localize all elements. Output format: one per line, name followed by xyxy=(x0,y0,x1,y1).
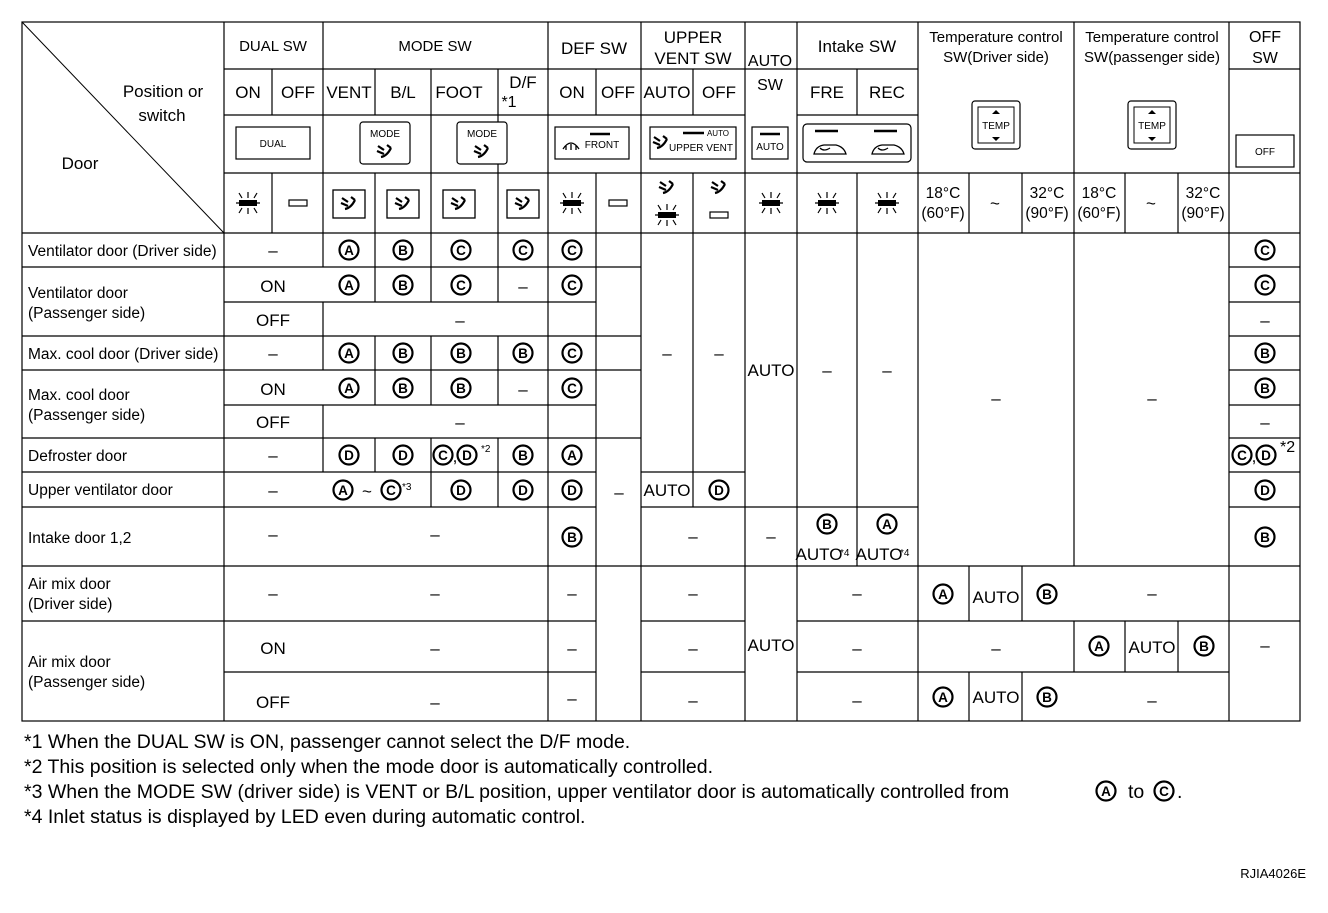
svg-text:B: B xyxy=(518,346,528,361)
row-airmix-driver-1: Air mix door xyxy=(28,576,111,593)
table-cells xyxy=(256,241,1295,713)
cell-circle-c xyxy=(514,241,533,260)
cell-value: – xyxy=(567,584,577,603)
row-maxcool-pass-1: Max. cool door xyxy=(28,387,130,404)
cell-value: – xyxy=(1147,584,1157,603)
upper-vent-label: UPPER VENT xyxy=(669,143,733,154)
svg-text:C: C xyxy=(1260,278,1270,293)
cell-value: – xyxy=(688,691,698,710)
temp-pass-label: TEMP xyxy=(1138,121,1166,132)
footnote-3-to: to xyxy=(1128,781,1145,803)
cell-circle-d xyxy=(1256,481,1275,500)
svg-text:C: C xyxy=(1260,243,1270,258)
cell-circle-b xyxy=(1038,688,1057,707)
svg-text:D: D xyxy=(714,483,724,498)
cell-circle-d xyxy=(394,446,413,465)
cell-value: AUTO xyxy=(643,481,691,500)
svg-text:B: B xyxy=(1260,346,1270,361)
svg-text:C: C xyxy=(1237,448,1247,463)
header-temp-driver-1: Temperature control xyxy=(929,29,1063,46)
cell-rec-auto: AUTO xyxy=(855,545,903,564)
footnote-2: *2 This position is selected only when the mode door is automatically controlled. xyxy=(24,756,714,778)
cell-circle-a xyxy=(340,379,359,398)
svg-text:A: A xyxy=(344,278,354,293)
cell-value: – xyxy=(991,639,1001,658)
cell-value: AUTO xyxy=(747,636,795,655)
header-auto-sw-2: SW xyxy=(757,77,783,94)
pos-uv-auto: AUTO xyxy=(643,83,691,102)
svg-text:D: D xyxy=(567,483,577,498)
cell-value: – xyxy=(268,525,278,544)
temp-pass-high-c: 32°C xyxy=(1185,185,1221,202)
front-def-label: FRONT xyxy=(584,140,620,151)
svg-text:B: B xyxy=(456,346,466,361)
cell-circle-d xyxy=(710,481,729,500)
cell-circle-d xyxy=(340,446,359,465)
cell-value: – xyxy=(430,584,440,603)
cell-circle-b xyxy=(394,379,413,398)
footnotes xyxy=(24,731,1306,881)
svg-text:A: A xyxy=(1101,784,1111,799)
footnote-3: *3 When the MODE SW (driver side) is VENT or B/L position, upper ventilator door is automatically controlled from xyxy=(24,781,1010,803)
cell-circle-b xyxy=(394,276,413,295)
row-maxcool-pass-2: (Passenger side) xyxy=(28,407,146,424)
cell-circle-c xyxy=(452,241,471,260)
cell-value: – xyxy=(430,639,440,658)
cell-value: OFF xyxy=(256,693,290,712)
row-labels xyxy=(28,243,218,691)
cell-value: AUTO xyxy=(1128,638,1176,657)
cell-value: – xyxy=(614,483,624,502)
svg-text:B: B xyxy=(456,381,466,396)
cell-circle-b xyxy=(1195,637,1214,656)
vent-mode-icon-frame xyxy=(333,190,365,218)
cell-circle-a xyxy=(1090,637,1109,656)
uv-auto-small-label: AUTO xyxy=(706,129,730,138)
cell-value: – xyxy=(268,481,278,500)
pos-fre: FRE xyxy=(810,83,844,102)
temp-pass-high-f: (90°F) xyxy=(1181,205,1225,222)
cell-value: – xyxy=(455,311,465,330)
cell-value: – xyxy=(268,241,278,260)
svg-text:B: B xyxy=(398,381,408,396)
svg-text:C: C xyxy=(567,278,577,293)
temp-pass-low-c: 18°C xyxy=(1081,185,1117,202)
pos-uv-off: OFF xyxy=(702,83,736,102)
cell-value: – xyxy=(1260,311,1270,330)
svg-text:A: A xyxy=(338,483,348,498)
cell-value: – xyxy=(822,361,832,380)
cell-value: – xyxy=(268,584,278,603)
temp-driver-low-c: 18°C xyxy=(925,185,961,202)
header-off-sw-2: SW xyxy=(1252,50,1278,67)
svg-text:C: C xyxy=(518,243,528,258)
rec-led-icon xyxy=(875,192,899,214)
df-mode-icon-frame xyxy=(507,190,539,218)
cell-circle-c xyxy=(382,481,401,500)
fre-led-icon xyxy=(815,192,839,214)
auto-button-label: AUTO xyxy=(756,142,784,153)
svg-text:D: D xyxy=(1260,483,1270,498)
svg-text:C: C xyxy=(438,448,448,463)
temp-pass-low-f: (60°F) xyxy=(1077,205,1121,222)
cell-note-2: *2 xyxy=(481,444,491,455)
footnote-1: *1 When the DUAL SW is ON, passenger cannot select the D/F mode. xyxy=(24,731,631,753)
row-vent-pass-1: Ventilator door xyxy=(28,285,128,302)
temp-driver-high-c: 32°C xyxy=(1029,185,1065,202)
svg-text:A: A xyxy=(344,243,354,258)
svg-text:B: B xyxy=(398,278,408,293)
cell-circle-b xyxy=(1256,528,1275,547)
header-temp-pass-2: SW(passenger side) xyxy=(1084,49,1220,66)
dual-button-label: DUAL xyxy=(259,139,287,150)
svg-text:A: A xyxy=(882,517,892,532)
mode-button-driver-label: MODE xyxy=(370,129,400,140)
pos-vent: VENT xyxy=(326,83,372,102)
header-off-sw-1: OFF xyxy=(1249,29,1281,46)
uv-off-led-icon xyxy=(710,212,728,218)
auto-led-icon xyxy=(759,192,783,214)
svg-text:C: C xyxy=(1159,784,1169,799)
cell-value: – xyxy=(882,361,892,380)
cell-value: ON xyxy=(260,639,286,658)
cell-value: AUTO xyxy=(972,688,1020,707)
cell-circle-c xyxy=(1256,241,1275,260)
cell-value: – xyxy=(688,584,698,603)
cell-circle-b xyxy=(452,344,471,363)
cell-circle-c xyxy=(452,276,471,295)
cell-circle-d xyxy=(514,481,533,500)
svg-text:B: B xyxy=(398,346,408,361)
row-vent-driver: Ventilator door (Driver side) xyxy=(28,243,217,260)
cell-value: – xyxy=(852,691,862,710)
off-button-label: OFF xyxy=(1255,147,1275,158)
cell-circle-b xyxy=(1256,344,1275,363)
cell-circle-d xyxy=(563,481,582,500)
header-upper-vent-1: UPPER xyxy=(663,28,723,47)
header-upper-vent-2: VENT SW xyxy=(654,49,732,68)
cell-circle-c xyxy=(1256,276,1275,295)
indicator-row xyxy=(236,181,1225,226)
svg-text:D: D xyxy=(398,448,408,463)
svg-text:A: A xyxy=(344,346,354,361)
cell-value: – xyxy=(991,389,1001,408)
cell-circle-c xyxy=(563,241,582,260)
pos-dual-off: OFF xyxy=(281,83,315,102)
cell-value: – xyxy=(1147,691,1157,710)
pos-df: D/F xyxy=(509,73,537,92)
svg-text:C: C xyxy=(386,483,396,498)
uv-auto-led-icon xyxy=(655,204,679,226)
diag-door-label: Door xyxy=(61,154,99,173)
svg-text:A: A xyxy=(938,587,948,602)
footnote-4: *4 Inlet status is displayed by LED even during automatic control. xyxy=(24,806,586,828)
cell-value: – xyxy=(567,639,577,658)
cell-circle-b xyxy=(1038,585,1057,604)
cell-value: – xyxy=(662,344,672,363)
cell-value: – xyxy=(688,639,698,658)
diag-switch-label: switch xyxy=(138,106,186,125)
cell-circle-b xyxy=(514,446,533,465)
def-on-led-icon xyxy=(560,192,584,214)
cell-circle-a xyxy=(340,241,359,260)
cell-value: – xyxy=(766,527,776,546)
pos-def-on: ON xyxy=(559,83,585,102)
svg-text:A: A xyxy=(938,690,948,705)
foot-mode-icon-frame xyxy=(443,190,475,218)
pos-def-off: OFF xyxy=(601,83,635,102)
cell-fre-auto: AUTO xyxy=(795,545,843,564)
header-intake-sw: Intake SW xyxy=(817,37,897,56)
row-maxcool-driver: Max. cool door (Driver side) xyxy=(28,346,219,363)
cell-circle-b xyxy=(514,344,533,363)
cell-value: – xyxy=(688,527,698,546)
row-upper-vent: Upper ventilator door xyxy=(28,482,173,499)
mode-button-pass-label: MODE xyxy=(467,129,497,140)
cell-value: – xyxy=(455,413,465,432)
svg-text:D: D xyxy=(456,483,466,498)
pos-foot: FOOT xyxy=(435,83,483,102)
cell-circle-c xyxy=(563,379,582,398)
row-intake: Intake door 1,2 xyxy=(28,530,132,547)
svg-text:B: B xyxy=(1199,639,1209,654)
cell-circle-a xyxy=(878,515,897,534)
cell-circle-b xyxy=(452,379,471,398)
cell-value: – xyxy=(567,689,577,708)
temp-driver-tilde: ~ xyxy=(990,194,1000,213)
svg-text:B: B xyxy=(822,517,832,532)
cell-circle-a xyxy=(934,688,953,707)
pos-bl: B/L xyxy=(390,83,416,102)
cell-circle-c xyxy=(1233,446,1252,465)
header-dual-sw: DUAL SW xyxy=(239,38,307,55)
intake-button xyxy=(803,124,911,162)
cell-value: – xyxy=(1260,636,1270,655)
svg-text:D: D xyxy=(344,448,354,463)
cell-circle-a xyxy=(340,344,359,363)
bl-mode-icon-frame xyxy=(387,190,419,218)
svg-text:A: A xyxy=(567,448,577,463)
svg-text:D: D xyxy=(1261,448,1271,463)
cell-range-tilde: ~ xyxy=(362,482,372,501)
cell-comma: , xyxy=(452,447,458,466)
switch-buttons xyxy=(236,101,1294,167)
cell-rec-note-4: *4 xyxy=(900,548,910,559)
cell-value: – xyxy=(430,525,440,544)
figure-id: RJIA4026E xyxy=(1240,866,1306,881)
cell-circle-c xyxy=(563,344,582,363)
header-def-sw: DEF SW xyxy=(560,39,628,58)
footnote-3-circle-a xyxy=(1097,782,1116,801)
diag-position-label: Position or xyxy=(122,82,204,101)
svg-text:B: B xyxy=(1260,530,1270,545)
cell-value: OFF xyxy=(256,311,290,330)
row-airmix-driver-2: (Driver side) xyxy=(28,596,113,613)
temp-driver-high-f: (90°F) xyxy=(1025,205,1069,222)
svg-text:C: C xyxy=(567,243,577,258)
cell-circle-d xyxy=(1257,446,1276,465)
header-auto-sw-1: AUTO xyxy=(747,53,793,70)
cell-value: – xyxy=(518,380,528,399)
row-vent-pass-2: (Passenger side) xyxy=(28,305,146,322)
cell-value: AUTO xyxy=(972,588,1020,607)
header-mode-sw: MODE SW xyxy=(398,38,472,55)
cell-circle-c xyxy=(434,446,453,465)
svg-text:B: B xyxy=(567,530,577,545)
cell-circle-b xyxy=(394,241,413,260)
svg-text:A: A xyxy=(344,381,354,396)
temp-pass-tilde: ~ xyxy=(1146,194,1156,213)
cell-value: ON xyxy=(260,380,286,399)
dual-on-led-icon xyxy=(236,192,260,214)
footnote-3-period: . xyxy=(1177,781,1183,803)
cell-circle-b xyxy=(818,515,837,534)
pos-df-note: *1 xyxy=(501,94,517,111)
svg-text:D: D xyxy=(462,448,472,463)
cell-fre-note-4: *4 xyxy=(840,548,850,559)
cell-note-3: *3 xyxy=(402,482,412,493)
temp-driver-label: TEMP xyxy=(982,121,1010,132)
cell-circle-b xyxy=(394,344,413,363)
cell-circle-c xyxy=(563,276,582,295)
cell-comma-off: , xyxy=(1251,447,1257,466)
cell-value: OFF xyxy=(256,413,290,432)
def-off-led-icon xyxy=(609,200,627,206)
header-temp-pass-1: Temperature control xyxy=(1085,29,1219,46)
dual-off-led-icon xyxy=(289,200,307,206)
svg-text:A: A xyxy=(1094,639,1104,654)
svg-text:C: C xyxy=(456,278,466,293)
uv-off-vent-icon xyxy=(711,181,725,193)
cell-circle-b xyxy=(563,528,582,547)
svg-text:B: B xyxy=(1042,587,1052,602)
temp-driver-low-f: (60°F) xyxy=(921,205,965,222)
cell-value: AUTO xyxy=(747,361,795,380)
cell-value: – xyxy=(430,693,440,712)
cell-value: – xyxy=(852,584,862,603)
cell-value: ON xyxy=(260,277,286,296)
footnote-3-circle-c xyxy=(1155,782,1174,801)
cell-circle-a xyxy=(340,276,359,295)
pos-rec: REC xyxy=(869,83,905,102)
cell-circle-a xyxy=(563,446,582,465)
svg-text:B: B xyxy=(398,243,408,258)
row-defroster: Defroster door xyxy=(28,448,128,465)
cell-circle-d xyxy=(452,481,471,500)
cell-note-2-off: *2 xyxy=(1280,439,1296,456)
cell-circle-d xyxy=(458,446,477,465)
cell-circle-b xyxy=(1256,379,1275,398)
uv-auto-vent-icon xyxy=(659,181,673,193)
cell-value: – xyxy=(1147,389,1157,408)
row-airmix-pass-1: Air mix door xyxy=(28,654,111,671)
pos-dual-on: ON xyxy=(235,83,261,102)
cell-circle-a xyxy=(334,481,353,500)
cell-circle-a xyxy=(934,585,953,604)
svg-text:C: C xyxy=(456,243,466,258)
svg-text:B: B xyxy=(518,448,528,463)
cell-value: – xyxy=(268,344,278,363)
row-airmix-pass-2: (Passenger side) xyxy=(28,674,146,691)
cell-value: – xyxy=(714,344,724,363)
cell-value: – xyxy=(268,446,278,465)
svg-text:D: D xyxy=(518,483,528,498)
cell-value: – xyxy=(518,277,528,296)
svg-text:B: B xyxy=(1042,690,1052,705)
svg-text:B: B xyxy=(1260,381,1270,396)
svg-text:C: C xyxy=(567,346,577,361)
cell-value: – xyxy=(1260,413,1270,432)
header-temp-driver-2: SW(Driver side) xyxy=(943,49,1049,66)
cell-value: – xyxy=(852,639,862,658)
svg-text:C: C xyxy=(567,381,577,396)
